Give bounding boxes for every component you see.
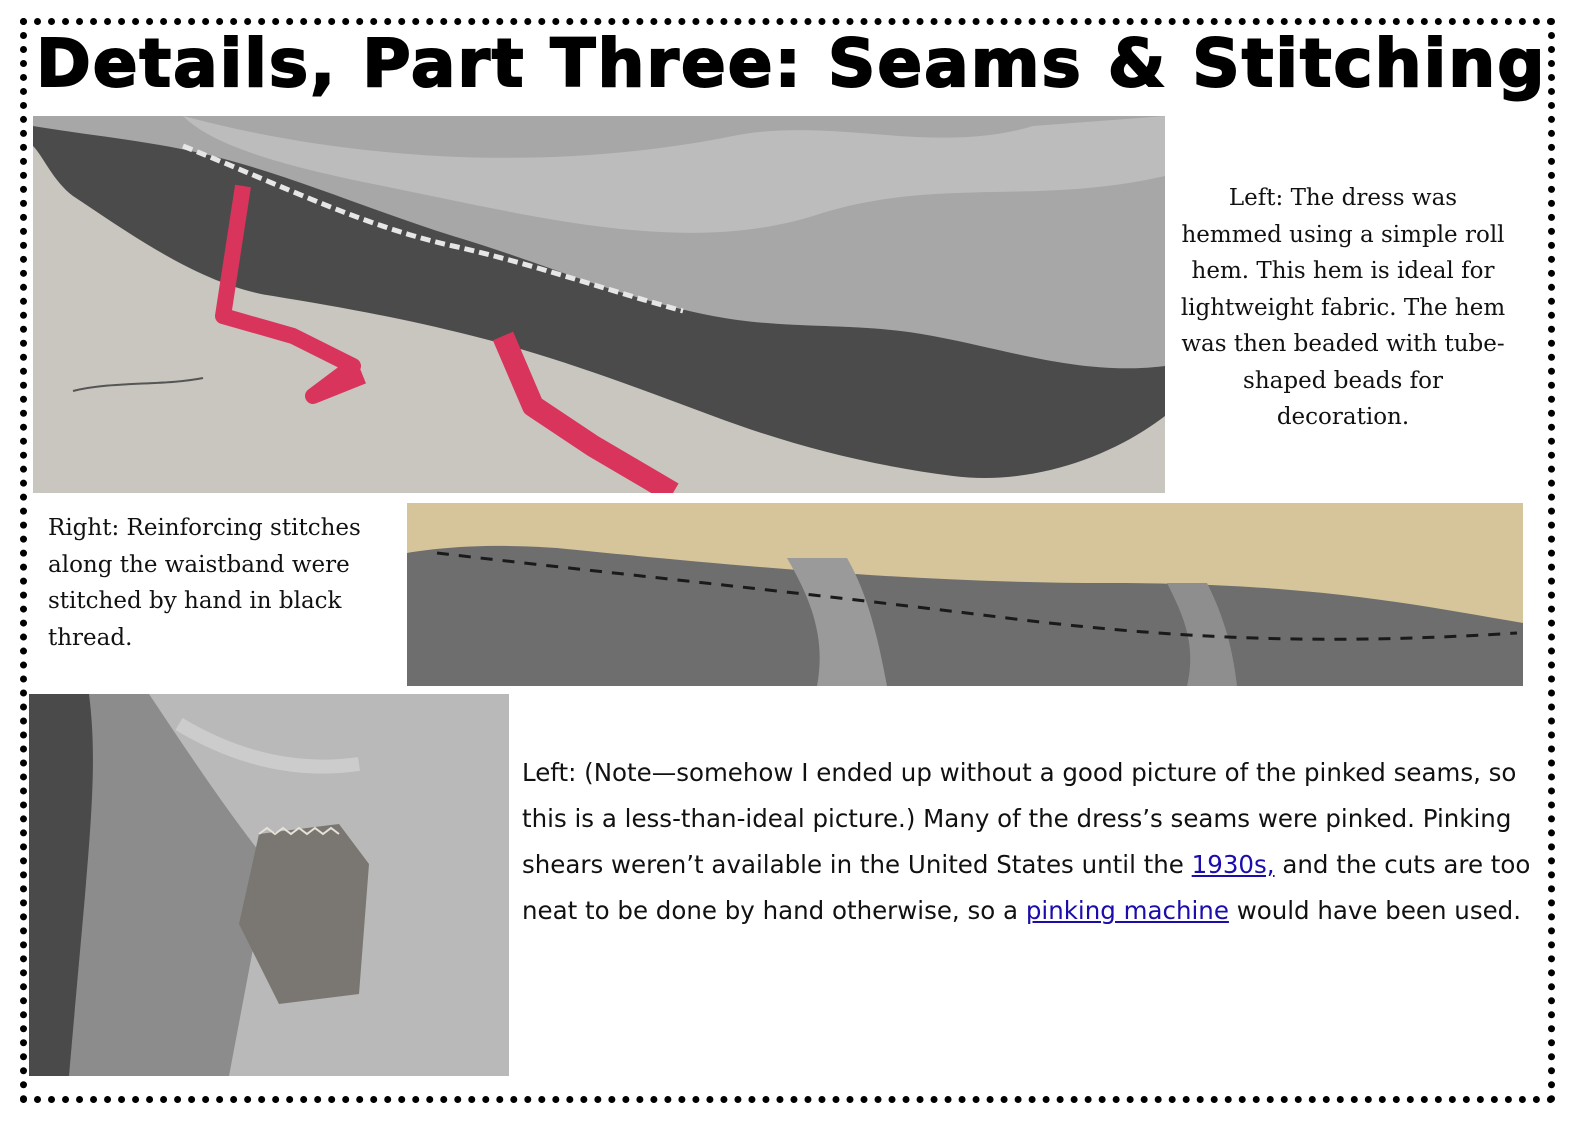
pinked-caption-text-2: and the cuts are too neat to be done by hand otherwise, so a: [522, 850, 1531, 925]
hem-caption: Left: The dress was hemmed using a simple roll hem. This hem is ideal for lightweight fabric. The hem was then beaded with tube-shaped beads for decoration.: [1180, 185, 1506, 430]
page-title: Details, Part Three: Seams & Stitching: [36, 25, 1547, 102]
pinked-caption-text-1: Left: (Note—somehow I ended up without a good picture of the pinked seams, so this is a less-than-ideal picture.) Many of the dress’s seams were pinked. Pinking shears weren’t available in the United States until the: [522, 758, 1517, 879]
waistband-photo: [407, 503, 1523, 686]
pinked-seam-photo: [29, 694, 509, 1076]
link-pinking-machine[interactable]: pinking machine: [1025, 896, 1229, 925]
waistband-caption: Right: Reinforcing stitches along the waistband were stitched by hand in black thread.: [48, 515, 361, 651]
hem-photo: [33, 116, 1165, 493]
link-1930s[interactable]: 1930s,: [1191, 850, 1275, 879]
pinked-caption-text-3: would have been used.: [1228, 896, 1522, 925]
pinked-seam-caption: [522, 750, 1532, 934]
